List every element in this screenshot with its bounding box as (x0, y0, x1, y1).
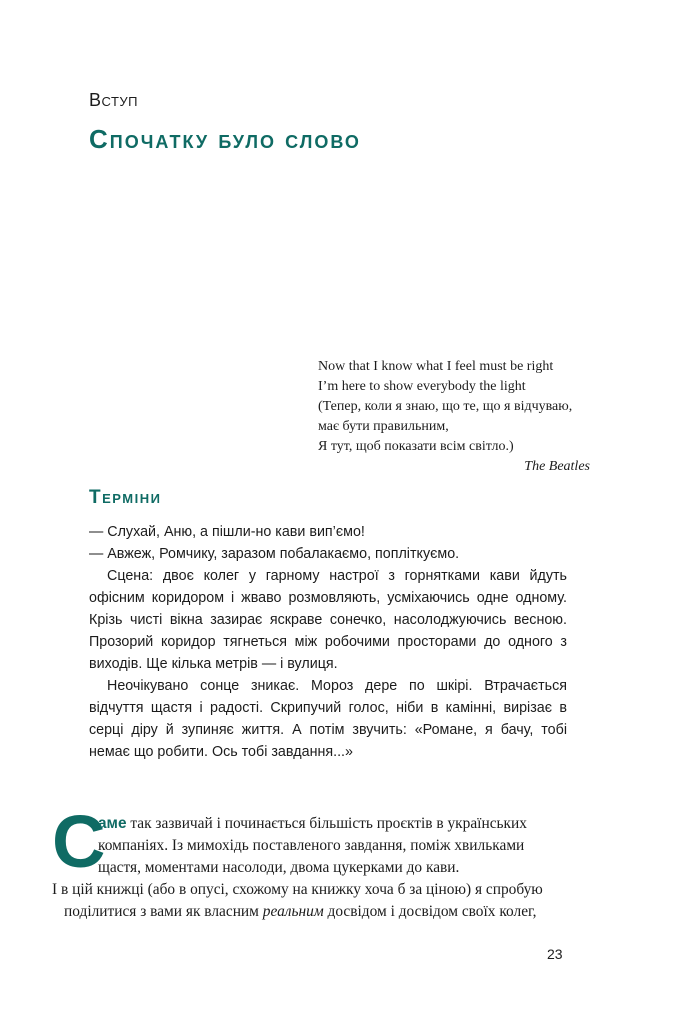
chapter-title: Спочатку було слово (89, 124, 361, 154)
main-text-line: щастя, моментами насолоди, двома цукерками до кави. (98, 859, 460, 876)
main-text-segment: досвідом і досвідом своїх колег, (323, 903, 537, 920)
dialogue-block (89, 521, 567, 763)
main-text-segment: поділитися з вами як власним (64, 903, 263, 920)
main-text (52, 800, 588, 923)
dialogue-paragraph: Неочікувано сонце зникає. Мороз дере по шкірі. Втрачається відчуття щастя і радості. Скрипучий голос, ніби в камінні, вирізає в серці діру й зупиняє життя. А потім звучить: «Романе, я бачу, тобі немає що робити. Ось тобі завдання...» (89, 678, 567, 760)
epigraph-line: має бути правильним, (318, 419, 449, 434)
main-text-line: компаніях. Із мимохідь поставленого завдання, поміж хвильками (98, 837, 525, 854)
epigraph-line: Now that I know what I feel must be right (318, 359, 554, 374)
drop-cap: С (52, 800, 106, 883)
epigraph-attribution: The Beatles (524, 459, 590, 474)
epigraph (318, 357, 590, 477)
page-number: 23 (547, 946, 563, 962)
lead-word: аме (98, 815, 127, 832)
section-label: Вступ (89, 90, 139, 110)
epigraph-line: (Тепер, коли я знаю, що те, що я відчуваю, (318, 399, 573, 414)
epigraph-line: Я тут, щоб показати всім світло.) (318, 439, 514, 454)
main-text-line: так зазвичай і починається більшість проєктів в українських (126, 815, 527, 832)
dialogue-paragraph: Сцена: двоє колег у гарному настрої з горнятками кави йдуть офісним коридором і жваво розмовляють, усміхаючись одне одному. Крізь чисті вікна зазирає яскраве сонечко, насолоджуючись весною. Прозорий коридор тягнеться між робочими просторами до одного з виходів. Ще кілька метрів — і вулиця. (89, 568, 567, 672)
dialogue-line: — Слухай, Аню, а пішли-но кави вип’ємо! (89, 524, 365, 540)
emphasis: реальним (262, 903, 324, 920)
dialogue-line: — Авжеж, Ромчику, заразом побалакаємо, попліткуємо. (89, 546, 460, 562)
main-text-line: І в цій книжці (або в опусі, схожому на книжку хоча б за ціною) я спробую (52, 881, 543, 898)
epigraph-line: I’m here to show everybody the light (318, 379, 526, 394)
subsection-title: Терміни (89, 487, 162, 508)
